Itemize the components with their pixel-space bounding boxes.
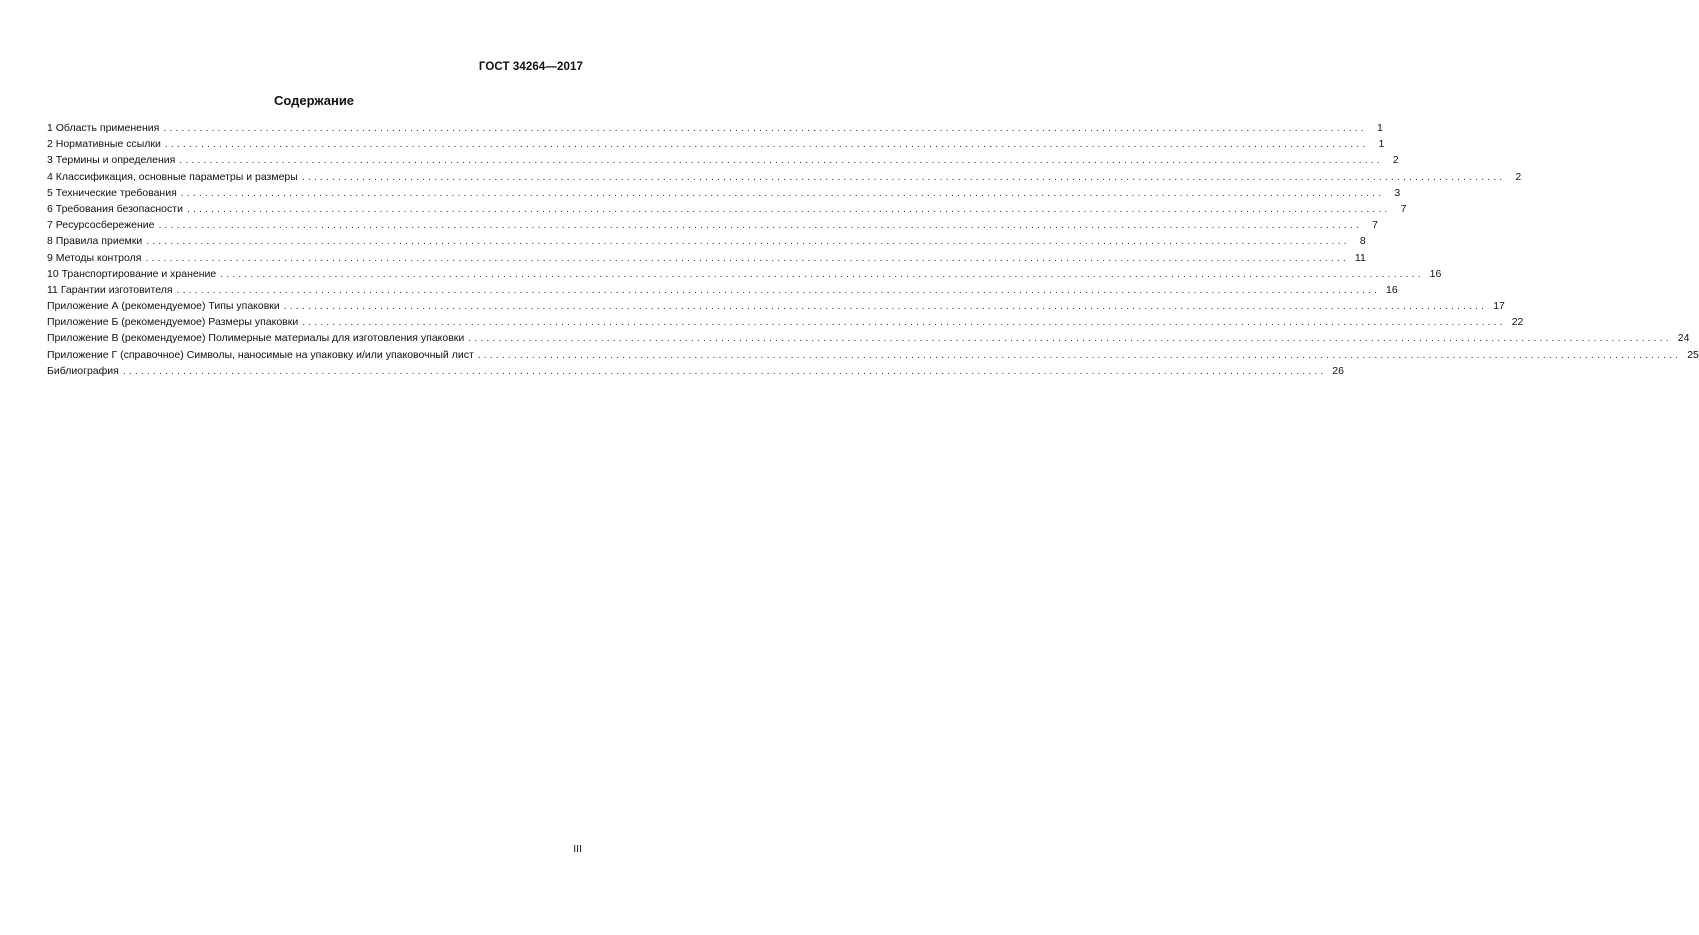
toc-entry-appendix-g[interactable] (47, 347, 1699, 363)
toc-dot-leader: ........................................................................................................................................................................................................ (477, 348, 1682, 361)
toc-entry-label: Приложение Г (справочное) Символы, наносимые на упаковку и/или упаковочный лист (47, 347, 478, 363)
toc-title: Содержание (273, 93, 355, 108)
toc-entry-10[interactable] (47, 266, 1442, 282)
toc-entry-page: 26 (1332, 364, 1344, 377)
toc-entry-11[interactable] (47, 282, 1398, 298)
toc-entry-label: 7 Ресурсосбережение (47, 217, 158, 233)
toc-entry-label: 10 Транспортирование и хранение (47, 266, 220, 282)
toc-entry-6[interactable] (47, 201, 1407, 217)
toc-entry-label: 9 Методы контроля (47, 250, 145, 266)
toc-entry-label: Библиография (47, 363, 123, 379)
toc-entry-5[interactable] (47, 185, 1401, 201)
toc-entry-9[interactable] (47, 250, 1366, 266)
toc-dot-leader: ........................................................................................................................................................................................................ (158, 219, 1362, 232)
toc-dot-leader: ........................................................................................................................................................................................................ (186, 202, 1391, 215)
toc-dot-leader: ........................................................................................................................................................................................................ (302, 316, 1506, 329)
toc-entry-label: Приложение Б (рекомендуемое) Размеры упаковки (47, 314, 302, 330)
toc-entry-page: 17 (1493, 300, 1505, 313)
toc-entry-page: 24 (1677, 332, 1690, 345)
toc-entry-8[interactable] (47, 233, 1366, 249)
toc-entry-page: 2 (1392, 154, 1399, 167)
toc-entry-label: 6 Требования безопасности (47, 201, 187, 217)
toc-entry-label: Приложение В (рекомендуемое) Полимерные материалы для изготовления упаковки (47, 330, 468, 346)
toc-dot-leader: ........................................................................................................................................................................................................ (163, 122, 1367, 134)
toc-dot-leader: ........................................................................................................................................................................................................ (179, 154, 1383, 167)
toc-entry-3[interactable] (47, 152, 1399, 168)
toc-entry-appendix-a[interactable] (47, 298, 1505, 314)
toc-entry-page: 8 (1359, 235, 1366, 248)
toc-entry-page: 7 (1400, 202, 1407, 215)
toc-entry-page: 7 (1372, 219, 1378, 232)
toc-entry-page: 22 (1511, 316, 1524, 329)
toc-entry-page: 1 (1376, 122, 1383, 134)
toc-entry-appendix-v[interactable] (47, 330, 1690, 346)
toc-entry-page: 16 (1386, 283, 1398, 296)
toc-dot-leader: ........................................................................................................................................................................................................ (164, 138, 1369, 151)
toc-entry-page: 2 (1515, 170, 1522, 183)
toc-entry-label: 11 Гарантии изготовителя (47, 282, 177, 298)
toc-dot-leader: ........................................................................................................................................................................................................ (176, 283, 1380, 296)
toc-entry-2[interactable] (47, 136, 1385, 152)
toc-entry-label: 3 Термины и определения (47, 152, 179, 168)
page-number: III (573, 843, 582, 855)
toc-dot-leader: ........................................................................................................................................................................................................ (146, 235, 1350, 248)
toc-entry-page: 25 (1687, 348, 1699, 361)
toc-dot-leader: ........................................................................................................................................................................................................ (145, 251, 1349, 264)
toc-entry-page: 1 (1378, 138, 1385, 151)
toc-entry-bibliography[interactable] (47, 363, 1344, 379)
toc-entry-label: Приложение А (рекомендуемое) Типы упаковки (47, 298, 284, 314)
toc-entry-page: 3 (1394, 186, 1401, 199)
toc-entry-label: 4 Классификация, основные параметры и размеры (47, 169, 302, 185)
standard-code: ГОСТ 34264—2017 (478, 61, 583, 73)
toc-dot-leader: ........................................................................................................................................................................................................ (220, 267, 1424, 280)
toc-dot-leader: ........................................................................................................................................................................................................ (283, 300, 1488, 313)
toc-dot-leader: ........................................................................................................................................................................................................ (122, 364, 1327, 377)
toc-entry-appendix-b[interactable] (47, 314, 1524, 330)
toc-entry-4[interactable] (47, 169, 1522, 185)
toc-dot-leader: ........................................................................................................................................................................................................ (468, 332, 1672, 345)
toc-entry-page: 11 (1354, 251, 1366, 264)
toc-dot-leader: ........................................................................................................................................................................................................ (180, 186, 1385, 199)
toc-entry-label: 2 Нормативные ссылки (47, 136, 165, 152)
toc-dot-leader: ........................................................................................................................................................................................................ (301, 170, 1506, 183)
toc-entry-label: 1 Область применения (47, 120, 163, 136)
toc-entry-label: 8 Правила приемки (47, 233, 146, 249)
toc-entry-7[interactable] (47, 217, 1378, 233)
toc-entry-page: 16 (1429, 267, 1442, 280)
table-of-contents (47, 120, 1699, 379)
toc-entry-label: 5 Технические требования (47, 185, 181, 201)
toc-entry-1[interactable] (47, 120, 1383, 136)
